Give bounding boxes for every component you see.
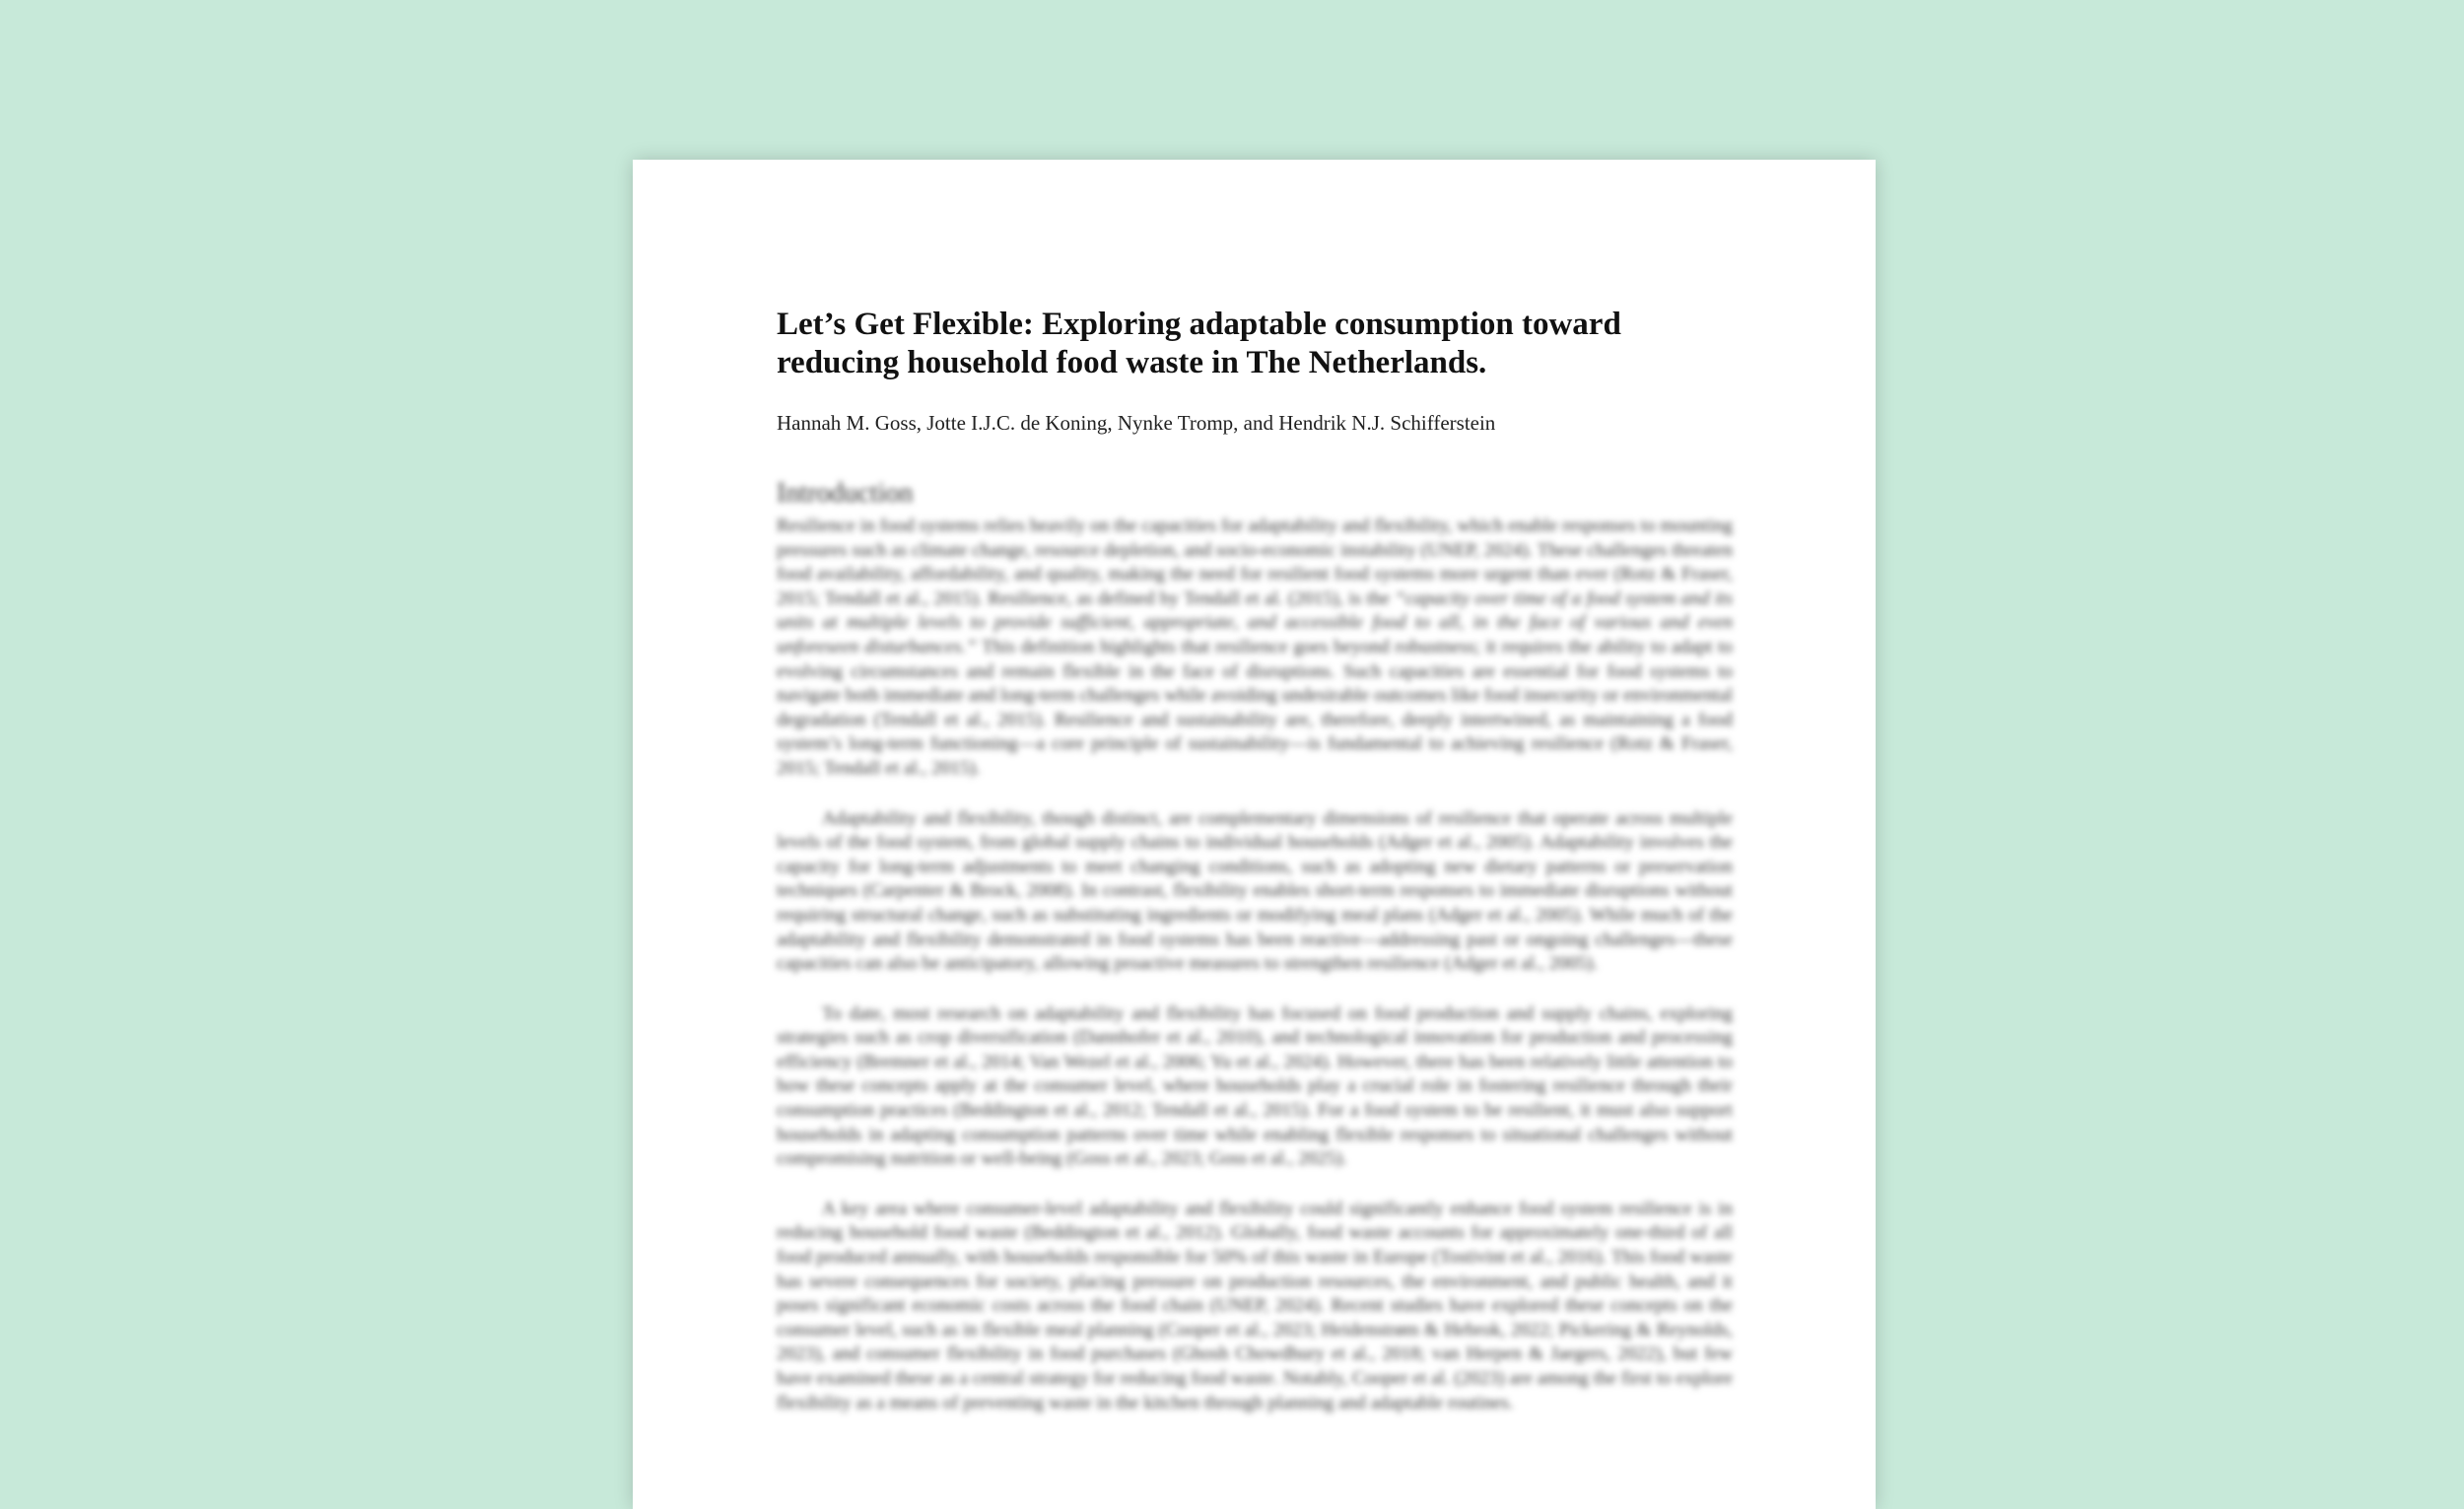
section-heading-introduction: Introduction bbox=[777, 478, 914, 509]
paragraph-1 bbox=[777, 514, 1733, 782]
paragraph-2: Adaptability and flexibility, though distinct, are complementary dimensions of resilience that operate across multiple levels of the food system, from global supply chains to individual households (Adger et al., 2005). Adaptability involves the capacity for long-term adjustments to meet changing conditions, such as adopting new dietary patterns or preservation techniques (Carpenter & Brock, 2008). In contrast, flexibility enables short-term responses to immediate disruptions without requiring structural change, such as substituting ingredients or modifying meal plans (Adger et al., 2005). While much of the adaptability and flexibility demonstrated in food systems has been reactive—addressing past or ongoing challenges—these capacities can also be anticipatory, allowing proactive measures to strengthen resilience (Adger et al., 2005). bbox=[777, 807, 1733, 975]
page-content bbox=[777, 306, 1733, 1441]
blurred-body bbox=[777, 477, 1733, 1415]
document-page bbox=[633, 160, 1876, 1509]
paragraph-3: To date, most research on adaptability and flexibility has focused on food production and supply chains, exploring strategies such as crop diversification (Dannhofer et al., 2010), and technological innovation for production and processing efficiency (Bremner et al., 2014; Van Wezel et al., 2006; Yu et al., 2024). However, there has been relatively little attention to how these concepts apply at the consumer level, where households play a crucial role in fostering resilience through their consumption practices (Beddington et al., 2012; Tendall et al., 2015). For a food system to be resilient, it must also support households in adapting consumption patterns over time while enabling flexible responses to situational challenges without compromising nutrition or well-being (Goss et al., 2023; Goss et al., 2025). bbox=[777, 1002, 1733, 1170]
paper-title: Let’s Get Flexible: Exploring adaptable consumption toward reducing household food waste in The Netherlands. bbox=[777, 307, 1621, 380]
paper-authors: Hannah M. Goss, Jotte I.J.C. de Koning, Nynke Tromp, and Hendrik N.J. Schifferstein bbox=[777, 411, 1496, 435]
paragraph-1-quote: “capacity over time of a food system and its units at multiple levels to provide sufficient, appropriate, and accessible food to all, in the face of various and even unforeseen disturbances.” bbox=[777, 587, 1733, 657]
paragraph-1-text-b: This definition highlights that resilience goes beyond robustness; it requires the ability to adapt to evolving circumstances and remain flexible in the face of disruptions. Such capacities are essential for food systems to navigate both immediate and long-term challenges while avoiding undesirable outcomes like food insecurity or environmental degradation (Tendall et al., 2015). Resilience and sustainability are, therefore, deeply intertwined, as maintaining a food system’s long-term functioning—a core principle of sustainability—is fundamental to achieving resilience (Rotz & Fraser, 2015; Tendall et al., 2015). bbox=[777, 636, 1733, 779]
paragraph-4: A key area where consumer-level adaptability and flexibility could significantly enhance food system resilience is in reducing household food waste (Beddington et al., 2012). Globally, food waste accounts for approximately one-third of all food produced annually, with households responsible for 50% of this waste in Europe (Tostivint et al., 2016). This food waste has severe consequences for society, placing pressure on production resources, the environment, and public health, and it poses significant economic costs across the food chain (UNEP, 2024). Recent studies have explored these concepts on the consumer level, such as in flexible meal planning (Cooper et al., 2023; Heidenstrøm & Hebrok, 2022; Pickering & Reynolds, 2023), and consumer flexibility in food purchases (Ghosh Chowdhury et al., 2018; van Herpen & Jaegers, 2022), but few have examined these as a central strategy for reducing food waste. Notably, Cooper et al. (2023) are among the first to explore flexibility as a means of preventing waste in the kitchen through planning and adaptable routines. bbox=[777, 1198, 1733, 1413]
paragraph-1-text-a: Resilience in food systems relies heavily on the capacities for adaptability and flexibility, which enable responses to mounting pressures such as climate change, resource depletion, and socio-economic instability (UNEP, 2024). These challenges threaten food availability, affordability, and quality, making the need for resilient food systems more urgent than ever (Rotz & Fraser, 2015; Tendall et al., 2015). Resilience, as defined by Tendall et al. (2015), is the bbox=[777, 515, 1733, 609]
